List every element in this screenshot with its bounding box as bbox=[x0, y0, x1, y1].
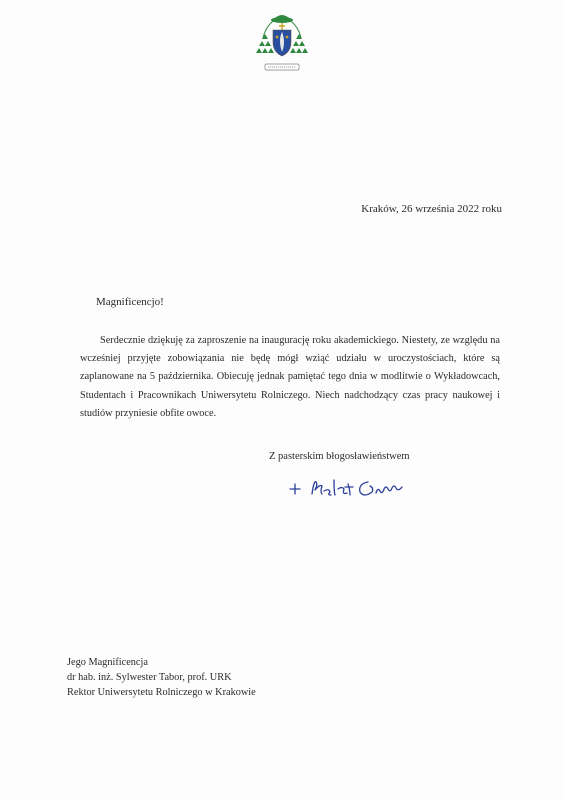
addressee-name: dr hab. inż. Sylwester Tabor, prof. URK bbox=[67, 672, 232, 683]
handwritten-signature bbox=[284, 474, 434, 504]
addressee-title: Jego Magnificencja bbox=[67, 657, 148, 668]
addressee-position: Rektor Uniwersytetu Rolniczego w Krakowie bbox=[67, 687, 256, 698]
closing-line: Z pasterskim błogosławieństwem bbox=[269, 451, 410, 462]
svg-text:·: · bbox=[281, 73, 283, 77]
letter-date: Kraków, 26 września 2022 roku bbox=[361, 203, 502, 215]
addressee-block bbox=[67, 655, 256, 700]
letter-body: Serdecznie dziękuję za zaproszenie na inaugurację roku akademickiego. Niestety, ze względu na wcześniej przyjęte zobowiązania nie będę mógł wziąć udziału w uroczystościach, które są zaplanowane na 5 października. Obiecuję jednak pamiętać tego dnia w modlitwie o Wykładowcach, Studentach i Pracownikach Uniwersytetu Rolniczego. Niech nadchodzący czas pracy naukowej i studiów przyniesie obfite owoce. bbox=[80, 335, 500, 419]
coat-of-arms-icon bbox=[253, 12, 311, 78]
salutation: Magnificencjo! bbox=[96, 296, 164, 308]
